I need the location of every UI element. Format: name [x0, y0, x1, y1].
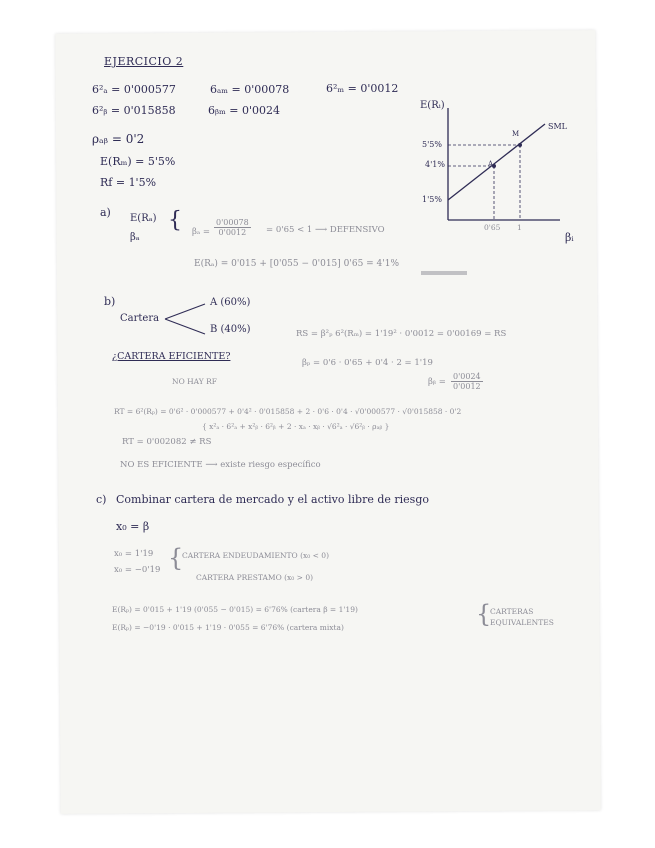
equivalent-portfolios-brace: {: [476, 600, 492, 628]
capm-result-underline: [421, 271, 467, 275]
graph-y-tick-15: 1'5%: [422, 195, 442, 204]
part-c-statement: Combinar cartera de mercado y el activo libre de riesgo: [116, 493, 429, 506]
part-c-statement-label: c): [96, 493, 107, 506]
equivalent-portfolios-note: CARTERAS EQUIVALENTES: [490, 607, 554, 628]
weight-case-1: x₀ = 1'19: [114, 549, 154, 559]
no-rf-note: NO HAY RF: [172, 377, 217, 386]
efficient-portfolio-question: ¿CARTERA EFICIENTE?: [112, 351, 231, 362]
given-risk-free-rate: Rf = 1'5%: [100, 176, 157, 189]
graph-point-m-label: M: [512, 130, 520, 138]
graph-x-tick-1: 1: [517, 223, 522, 232]
graph-x-label: βᵢ: [565, 231, 574, 244]
weight-equals-beta: x₀ = β: [116, 520, 150, 533]
beta-b-numerator: 0'0024: [453, 372, 481, 381]
beta-a-fraction: [214, 218, 251, 237]
part-b-label: b): [104, 295, 116, 308]
weight-cases-brace: {: [168, 544, 184, 572]
portfolio-split-lines: [163, 302, 207, 336]
total-risk-result: RT = 0'002082 ≠ RS: [122, 437, 212, 447]
given-variance-b: 6²ᵦ = 0'015858: [92, 104, 176, 117]
exercise-title: EJERCICIO 2: [104, 55, 184, 68]
asset-a-weight: A (60%): [210, 297, 251, 308]
portfolio-label: Cartera: [120, 313, 160, 324]
given-correlation-ab: ρₐᵦ = 0'2: [92, 132, 145, 146]
part-a-label: a): [100, 206, 111, 219]
expected-return-portfolio-2: E(Rₚ) = −0'19 · 0'015 + 1'19 · 0'055 = 6'76% (cartera mixta): [112, 623, 344, 632]
graph-point-a-label: A: [488, 160, 494, 168]
beta-a-denominator: 0'0012: [218, 228, 247, 238]
part-a-brace: {: [168, 208, 182, 233]
beta-a-numerator: 0'00078: [216, 218, 249, 227]
total-risk-formula: { x²ₐ · 6²ₐ + x²ᵦ · 6²ᵦ + 2 · xₐ · xᵦ · √6²ₐ · √6²ᵦ · ρₐᵦ }: [202, 422, 390, 431]
point-m: [518, 143, 522, 147]
given-variance-m: 6²ₘ = 0'0012: [326, 82, 399, 95]
efficiency-conclusion: NO ES EFICIENTE ⟶ existe riesgo específico: [120, 460, 321, 470]
graph-y-label: E(Rᵢ): [420, 100, 445, 111]
portfolio-beta: βₚ = 0'6 · 0'65 + 0'4 · 2 = 1'19: [302, 358, 433, 368]
graph-x-tick-065: 0'65: [484, 223, 501, 232]
given-covariance-am: 6ₐₘ = 0'00078: [210, 83, 290, 96]
beta-b-label: βᵦ =: [428, 377, 446, 387]
asset-b-weight: B (40%): [210, 324, 251, 335]
weight-case-2: x₀ = −0'19: [114, 565, 161, 575]
capm-expected-return-a: E(Rₐ) = 0'015 + [0'055 − 0'015] 0'65 = 4'1%: [194, 259, 400, 269]
given-expected-market-return: E(Rₘ) = 5'5%: [100, 155, 176, 168]
beta-a-label: βₐ =: [192, 227, 211, 237]
expected-return-portfolio-1: E(Rₚ) = 0'015 + 1'19 (0'055 − 0'015) = 6'76% (cartera β = 1'19): [112, 605, 358, 614]
lending-portfolio-case: CARTERA PRESTAMO (x₀ > 0): [196, 573, 314, 582]
graph-y-tick-55: 5'5%: [422, 140, 442, 149]
beta-b-denominator: 0'0012: [453, 382, 481, 392]
part-a-items: E(Rₐ) βₐ: [130, 213, 157, 243]
beta-b-fraction: [451, 372, 483, 391]
sml-line: [448, 124, 545, 200]
graph-line-label: SML: [548, 122, 567, 131]
total-risk-line-1: RT = 6²(Rₚ) = 0'6² · 0'000577 + 0'4² · 0'015858 + 2 · 0'6 · 0'4 · √0'000577 · √0'015858 · 0'2: [114, 407, 462, 416]
given-covariance-bm: 6ᵦₘ = 0'0024: [208, 104, 280, 117]
given-variance-a: 6²ₐ = 0'000577: [92, 83, 176, 96]
beta-a-result: = 0'65 < 1 ⟶ DEFENSIVO: [266, 225, 385, 235]
graph-y-tick-41: 4'1%: [425, 160, 445, 169]
systematic-risk: RS = β²ₚ 6²(Rₘ) = 1'19² · 0'0012 = 0'00169 = RS: [296, 329, 507, 339]
borrowing-portfolio-case: CARTERA ENDEUDAMIENTO (x₀ < 0): [182, 551, 329, 560]
